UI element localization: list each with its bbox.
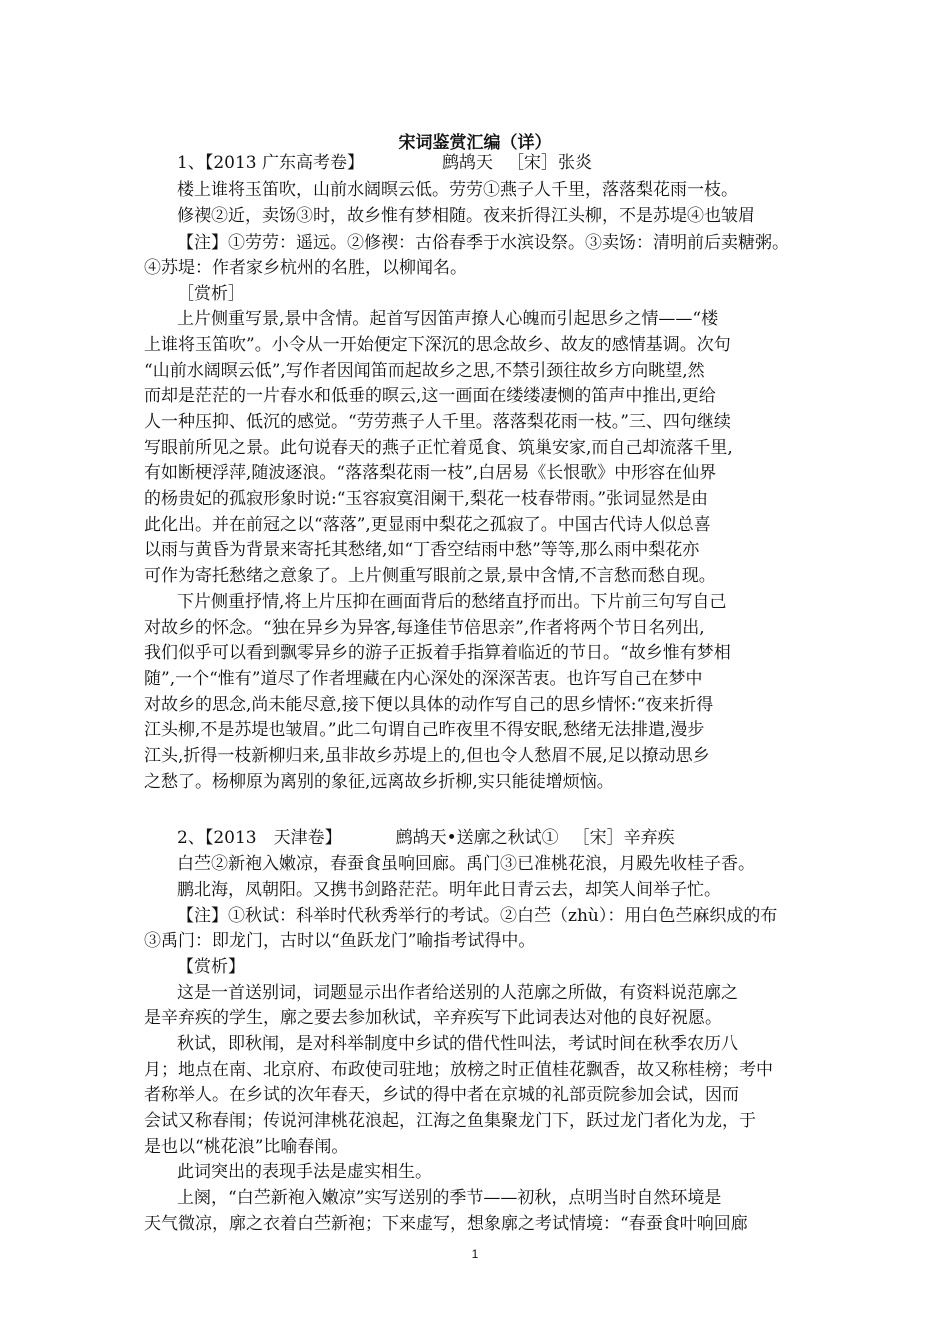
poem1-analysis-line: 以雨与黄昏为背景来寄托其愁绪,如“丁香空结雨中愁”等等,那么雨中梨花亦: [144, 540, 700, 560]
poem2-title: 鹧鸪天•送廓之秋试①: [395, 828, 559, 848]
poem1-analysis-line: 上片侧重写景,景中含情。起首写因笛声撩人心魄而引起思乡之情——“楼: [177, 309, 719, 329]
poem1-analysis-line: 江头柳,不是苏堤也皱眉。”此二句谓自己昨夜里不得安眠,愁绪无法排遣,漫步: [144, 720, 705, 740]
poem2-analysis-line: 会试又称春闱；传说河津桃花浪起，江海之鱼集聚龙门下，跃过龙门者化为龙，于: [144, 1111, 756, 1131]
poem1-analysis-line: 写眼前所见之景。此句说春天的燕子正忙着觅食、筑巢安家,而自己却流落千里,: [144, 438, 733, 458]
poem1-analysis-line: 我们似乎可以看到飘零异乡的游子正扳着手指算着临近的节日。“故乡惟有梦相: [144, 643, 731, 663]
poem1-analysis-label: ［赏析］: [177, 284, 245, 304]
poem1-source: 1、【2013 广东高考卷】: [177, 153, 364, 173]
poem2-analysis-line: 月；地点在南、北京府、布政使司驻地；放榜之时正值桂花飘香，故又称桂榜；考中: [144, 1060, 773, 1080]
poem1-analysis-line: 人一种压抑、低沉的感觉。“劳劳燕子人千里。落落梨花雨一枝。”三、四句继续: [144, 412, 731, 432]
poem1-note-2: ④苏堤：作者家乡杭州的名胜，以柳闻名。: [144, 258, 467, 278]
poem1-analysis-line: 之愁了。杨柳原为离别的象征,远离故乡折柳,实只能徒增烦恼。: [144, 772, 614, 792]
page-number: 1: [471, 1247, 479, 1261]
poem1-analysis-line: 此化出。并在前冠之以“落落”,更显雨中梨花之孤寂了。中国古代诗人似总喜: [144, 515, 711, 535]
poem2-analysis-line: 上阕，“白苎新袍入嫩凉”实写送别的季节——初秋，点明当时自然环境是: [177, 1188, 722, 1208]
poem2-analysis-line: 这是一首送别词，词题显示出作者给送别的人范廓之所做，有资料说范廓之: [177, 983, 738, 1003]
poem2-note-2: ③禹门：即龙门，古时以“鱼跃龙门”喻指考试得中。: [144, 931, 536, 951]
poem1-verse-1: 楼上谁将玉笛吹，山前水阔暝云低。劳劳①燕子人千里，落落梨花雨一枝。: [177, 180, 738, 200]
poem2-analysis-label: 【赏析】: [177, 957, 245, 977]
poem1-note-1: 【注】①劳劳：遥远。②修禊：古俗春季于水滨设祭。③卖饧：清明前后卖糖粥。: [177, 233, 789, 253]
poem1-analysis-line: 对故乡的怀念。“独在异乡为异客,每逢佳节倍思亲”,作者将两个节日名列出,: [144, 618, 705, 638]
poem2-author: ［宋］辛弃疾: [572, 828, 675, 848]
poem2-verse-1: 白苎②新袍入嫩凉，春蚕食虽响回廊。禹门③已准桃花浪，月殿先收桂子香。: [177, 854, 755, 874]
poem1-analysis-line: 下片侧重抒情,将上片压抑在画面背后的愁绪直抒而出。下片前三句写自己: [177, 592, 727, 612]
poem2-analysis-line: 是也以“桃花浪”比喻春闱。: [144, 1137, 349, 1157]
poem1-analysis-line: 对故乡的思念,尚未能尽意,接下便以具体的动作写自己的思乡情怀:“夜来折得: [144, 695, 714, 715]
poem2-analysis-line: 者称举人。在乡试的次年春天，乡试的得中者在京城的礼部贡院参加会试，因而: [144, 1085, 739, 1105]
poem1-analysis-line: 而却是茫茫的一片春水和低垂的暝云,这一画面在缕缕凄恻的笛声中推出,更给: [144, 386, 716, 406]
poem2-analysis-line: 此词突出的表现手法是虚实相生。: [177, 1162, 432, 1182]
poem1-analysis-line: 随”,一个“惟有”道尽了作者埋藏在内心深处的深深苦衷。也许写自己在梦中: [144, 669, 703, 689]
poem1-heading: [177, 151, 592, 175]
poem1-analysis-line: 江头,折得一枝新柳归来,虽非故乡苏堤上的,但也令人愁眉不展,足以撩动思乡: [144, 746, 710, 766]
poem2-verse-2: 鹏北海，凤朝阳。又携书剑路茫茫。明年此日青云去，却笑人间举子忙。: [177, 880, 721, 900]
poem1-verse-2: 修禊②近，卖饧③时，故乡惟有梦相随。夜来折得江头柳，不是苏堤④也皱眉: [177, 206, 755, 226]
poem1-analysis-line: 可作为寄托愁绪之意象了。上片侧重写眼前之景,景中含情,不言愁而愁自现。: [144, 566, 716, 586]
poem1-author: ［宋］张炎: [506, 153, 592, 173]
poem1-title: 鹧鸪天: [441, 153, 493, 173]
poem2-source: 2、【2013 天津卷】: [177, 828, 342, 848]
document-title: 宋词鉴赏汇编（详）: [398, 133, 552, 153]
poem2-heading: [177, 826, 675, 850]
poem2-note-1: 【注】①秋试：科举时代秋秀举行的考试。②白苎（zhù）：用白色苎麻织成的布: [177, 906, 778, 926]
poem1-analysis-line: 有如断梗浮萍,随波逐浪。“落落梨花雨一枝”,白居易《长恨歌》中形容在仙界: [144, 463, 717, 483]
poem2-analysis-line: 天气微凉，廓之衣着白苎新袍；下来虚写，想象廓之考试情境：“春蚕食叶响回廊: [144, 1214, 748, 1234]
poem2-analysis-line: 是辛弃疾的学生，廓之要去参加秋试，辛弃疾写下此词表达对他的良好祝愿。: [144, 1008, 722, 1028]
poem1-analysis-line: “山前水阔暝云低”,写作者因闻笛而起故乡之思,不禁引颈往故乡方向眺望,然: [144, 361, 705, 381]
poem1-analysis-line: 的杨贵妃的孤寂形象时说:“玉容寂寞泪阑干,梨花一枝春带雨。”张词显然是由: [144, 489, 709, 509]
poem1-analysis-line: 上谁将玉笛吹”。小令从一开始便定下深沉的思念故乡、故友的感情基调。次句: [144, 335, 731, 355]
poem2-analysis-line: 秋试，即秋闱，是对科举制度中乡试的借代性叫法，考试时间在秋季农历八: [177, 1034, 738, 1054]
